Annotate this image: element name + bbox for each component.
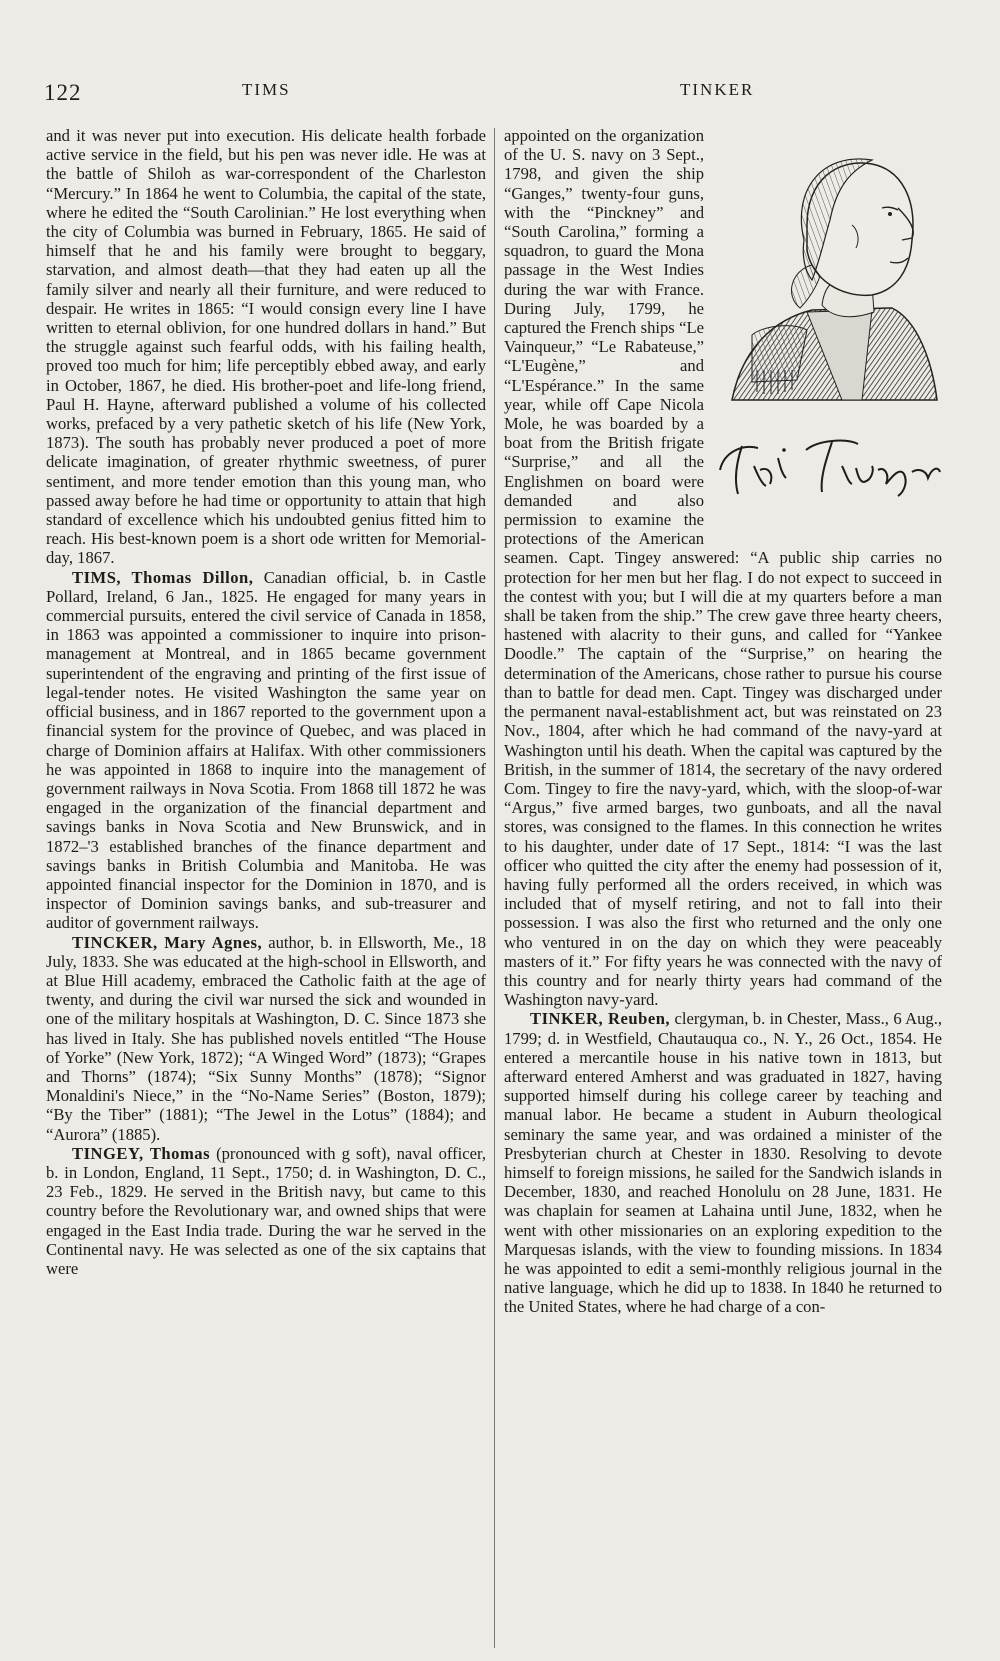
portrait-figure	[712, 130, 942, 530]
headword-tinker: TINKER, Reuben,	[530, 1009, 671, 1029]
entry-tinker	[504, 1009, 942, 1316]
page-number: 122	[44, 80, 82, 105]
entry-tincker-body: author, b. in Ellsworth, Me., 18 July, 1833. She was educated at the high-school in Ellsworth, and at Blue Hill academy, embraced the Catholic faith at the age of twenty, and during the civil war nursed the sick and wounded in one of the military hospitals at Washington, D. C. Since 1873 she has lived in Italy. She has published novels entitled “The House of Yorke” (New York, 1872); “A Winged Word” (1873); “Grapes and Thorns” (1874); “Six Sunny Months” (1878); “Signor Monaldini's Niece,” in the “No-Name Series” (Boston, 1879); “By the Tiber” (1881); “The Jewel in the Lotus” (1884); and “Aurora” (1885).	[46, 932, 486, 1144]
entry-tims	[46, 568, 486, 933]
headword-tincker: TINCKER, Mary Agnes,	[72, 932, 263, 952]
hayne-continuation-paragraph: and it was never put into execution. His delicate health forbade active service in the field, but his pen was never idle. He was at the battle of Shiloh as war-correspondent of the Charleston “Mercury.” In 1864 he went to Columbia, the capital of the state, where he edited the “South Carolinian.” He lost everything when the city of Columbia was burned in February, 1865. He said of himself that he and his family were brought to beggary, starvation, and almost death—that they had eaten up all the family silver and nearly all their furniture, and were reduced to despair. He writes in 1865: “I would consign every line I have written to eternal oblivion, for one hundred dollars in hand.” But the struggle against such fearful odds, with his failing health, proved too much for him; life perceptibly ebbed away, and early in October, 1867, he died. His brother-poet and life-long friend, Paul H. Hayne, afterward published a volume of his collected works, prefaced by a very pathetic sketch of his life (New York, 1873). The south has probably never produced a poet of more delicate imagination, of greater rhythmic sweetness, of purer sentiment, and more tender emotion than this young man, who passed away before he had time or opportunity to attain that high standard of excellence which his undoubted genius fitted him to reach. His best-known poem is a short ode written for Memorial-day, 1867.	[46, 126, 486, 568]
column-divider	[494, 128, 495, 1648]
running-head-right: TINKER	[680, 80, 755, 99]
portrait-engraving	[712, 130, 942, 410]
headword-tingey: TINGEY, Thomas	[72, 1143, 211, 1163]
entry-tinker-body: clergyman, b. in Chester, Mass., 6 Aug., 1799; d. in Westfield, Chautauqua co., N. Y., 26 Oct., 1854. He entered a mercantile house in his native town in 1813, but afterward entered Amherst and was graduated in 1827, having supported himself during his college career by teaching and manual labor. He became a student in Auburn theological seminary the same year, and was ordained a minister of the Presbyterian church at Chester in 1830. Resolving to devote himself to foreign missions, he sailed for the Sandwich islands in December, 1830, and reached Honolulu on 28 June, 1831. He was chaplain for seamen at Lahaina until June, 1832, when he went with other missionaries on an exploring expedition to the Marquesas islands, with the view to founding missions. In 1834 he was appointed to edit a semi-monthly religious journal in the native language, which he did up to 1838. In 1840 he returned to the United States, where he had charge of a con-	[504, 1009, 943, 1317]
tingey-continuation-paragraph: appointed on the organization of the U. S. navy on 3 Sept., 1798, and given the ship “Ganges,” twenty-four guns, with the “Pinckney” and “South Carolina,” forming a squadron, to guard the Mona passage in the West Indies during the war with France. During July, 1799, he captured the French ships “Le Vainqueur,” “Le Rabateuse,” “L'Eugène,” and “L'Espérance.” In the same year, while off Cape Nicola Mole, he was boarded by a boat from the British frigate “Surprise,” and all the Englishmen on board were demanded and also permission to examine the protections of the American seamen. Capt. Tingey answered: “A public ship carries no protection for her men but her flag. I do not expect to succeed in the contest with you; but I will die at my quarters before a man shall be taken from the ship.” The crew gave three hearty cheers, hastened with alacrity to their guns, and called for “Yankee Doodle.” The captain of the “Surprise,” on hearing the determination of the Americans, chose rather to pursue his course than to battle for dead men. Capt. Tingey was discharged under the permanent naval-establishment act, but was reinstated on 23 Nov., 1804, after which he had command of the navy-yard at Washington until his death. When the capital was captured by the British, in the summer of 1814, the secretary of the navy ordered Com. Tingey to fire the navy-yard, which, with the sloop-of-war “Argus,” five armed barges, two gunboats, and all the naval stores, was consigned to the flames. In this connection he writes to his daughter, under date of 17 Sept., 1814: “I was the last officer who quitted the city after the enemy had possession of it, having fully performed all the orders received, in which was included that of myself retiring, and not to fall into their possession. I was also the first who returned and the only one who ventured in on the day on which they were peaceably masters of it.” For fifty years he was connected with the navy of this country and for nearly thirty years had command of the Washington navy-yard.	[504, 126, 942, 1010]
entry-tingey	[46, 1144, 486, 1278]
headword-tims: TIMS, Thomas Dillon,	[72, 567, 254, 587]
entry-tingey-body: (pronounced with g soft), naval officer, b. in London, England, 11 Sept., 1750; d. in Washington, D. C., 23 Feb., 1829. He served in the British navy, but came to this country before the Revolutionary war, and owned ships that were engaged in the East India trade. During the war he served in the Continental navy. He was selected as one of the six captains that were	[46, 1143, 486, 1278]
left-column	[46, 126, 486, 1278]
right-column	[504, 126, 942, 1317]
entry-tincker	[46, 933, 486, 1144]
signature	[714, 430, 944, 500]
entry-tims-body: Canadian official, b. in Castle Pollard, Ireland, 6 Jan., 1825. He engaged for many years in commercial pursuits, entered the civil service of Canada in 1858, in 1863 was appointed a commissioner to inquire into prison-management at Montreal, and in 1865 became government superintendent of the engraving and printing of the first issue of legal-tender notes. He visited Washington the same year on official business, and in 1867 reported to the government upon a financial system for the province of Quebec, and was placed in charge of Dominion affairs at Halifax. With other commissioners he was appointed in 1868 to inquire into the management of government railways in Nova Scotia. From 1868 till 1872 he was engaged in the organization of the financial department and savings banks in Nova Scotia and New Brunswick, and in 1872–'3 established branches of the finance department and savings banks in British Columbia and Manitoba. He was appointed financial inspector for the Dominion in 1870, and is inspector of Dominion savings banks, and sub-treasurer and auditor of government railways.	[46, 567, 486, 933]
running-head-left: TIMS	[242, 80, 291, 99]
running-header	[0, 80, 1000, 110]
